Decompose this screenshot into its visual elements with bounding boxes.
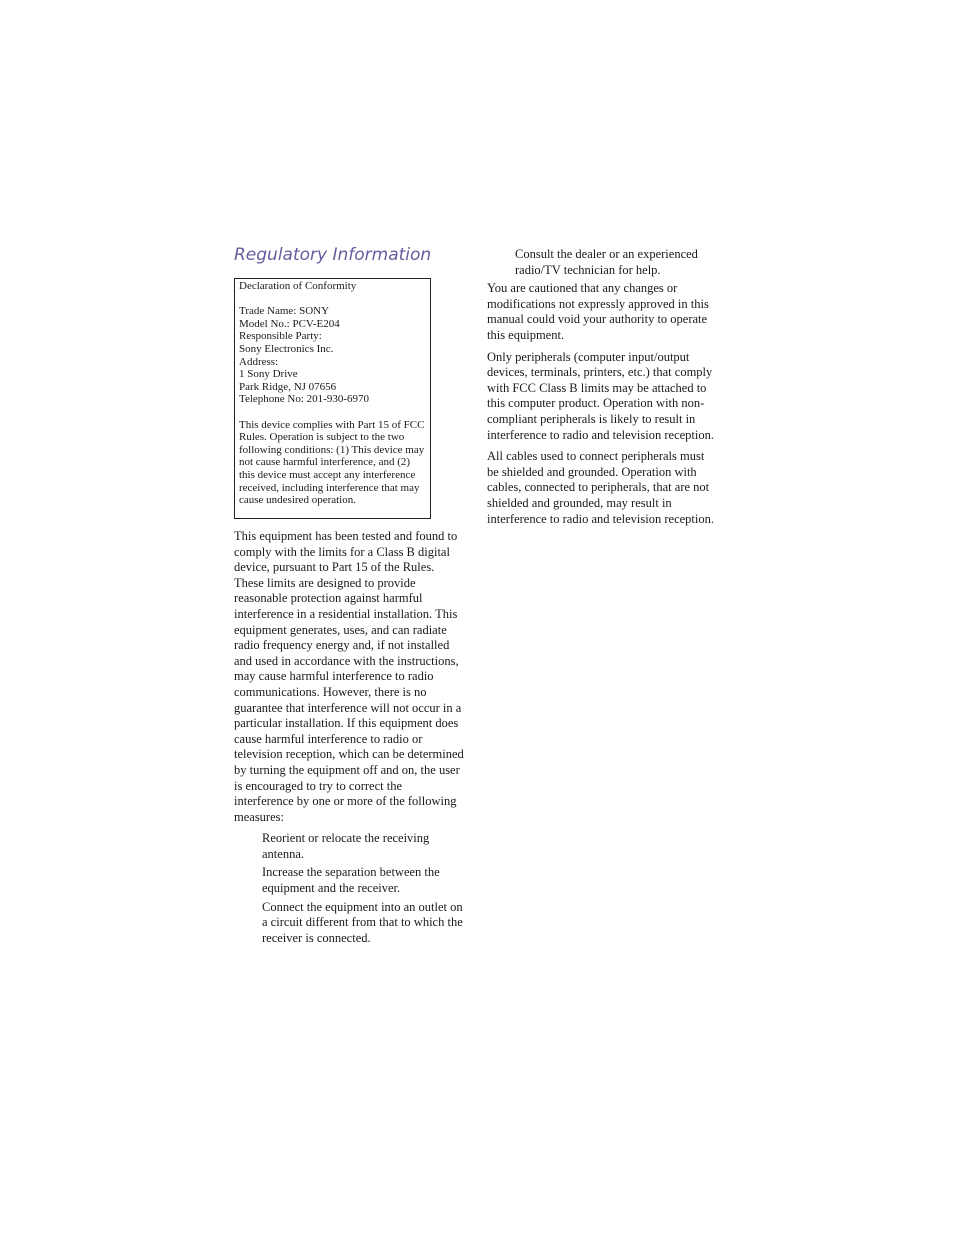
address-label: Address: — [239, 355, 279, 368]
list-item: Connect the equipment into an outlet on a circuit different from that to which the receiver is connected. — [262, 899, 463, 945]
caution-paragraph: You are cautioned that any changes or modifications not expressly approved in this manual could void your authority to operate this equipment. — [487, 281, 709, 342]
compliance-notice: This device complies with Part 15 of FCC Rules. Operation is subject to the two following conditions: (1) This device may not cause harmful interference, and (2) this device must accept any interference received, including interference that may cause undesired operation. — [239, 418, 425, 507]
right-column — [487, 247, 717, 533]
measures-list-continued — [487, 247, 717, 278]
fcc-paragraph: This equipment has been tested and found to comply with the limits for a Class B digital device, pursuant to Part 15 of the Rules. These limits are designed to provide reasonable protection against harmful interference in a residential installation. This equipment generates, uses, and can radiate radio frequency energy and, if not installed and used in accordance with the instructions, may cause harmful interference to radio communications. However, there is no guarantee that interference will not occur in a particular installation. If this equipment does cause harmful interference to radio or television reception, which can be determined by turning the equipment off and on, the user is encouraged to try to correct the interference by one or more of the following measures: — [234, 529, 464, 824]
address-line-1: 1 Sony Drive — [239, 368, 298, 381]
declaration-title: Declaration of Conformity — [239, 280, 357, 292]
measures-list — [234, 831, 464, 946]
model-number: Model No.: PCV-E204 — [239, 317, 340, 330]
spacer — [239, 406, 426, 419]
telephone-number: Telephone No: 201-930-6970 — [239, 393, 369, 406]
peripherals-paragraph: Only peripherals (computer input/output devices, terminals, printers, etc.) that comply with FCC Class B limits may be attached to this computer product. Operation with non-compliant peripherals is likely to result in interference to radio and television reception. — [487, 349, 714, 442]
spacer — [239, 293, 426, 306]
list-item: Increase the separation between the equipment and the receiver. — [262, 865, 440, 896]
cables-paragraph: All cables used to connect peripherals must be shielded and grounded. Operation with cables, connected to peripherals, that are not shielded and grounded, may result in interference to radio and television reception. — [487, 449, 714, 526]
list-item: Consult the dealer or an experienced radio/TV technician for help. — [515, 247, 698, 277]
trade-name: Trade Name: SONY — [239, 305, 330, 318]
left-column — [234, 529, 464, 949]
list-item: Reorient or relocate the receiving antenna. — [262, 831, 430, 861]
address-line-2: Park Ridge, NJ 07656 — [239, 380, 337, 393]
section-title: Regulatory Information — [234, 245, 432, 265]
responsible-party-label: Responsible Party: — [239, 330, 322, 343]
responsible-party: Sony Electronics Inc. — [239, 342, 334, 355]
declaration-of-conformity-box — [234, 278, 431, 519]
